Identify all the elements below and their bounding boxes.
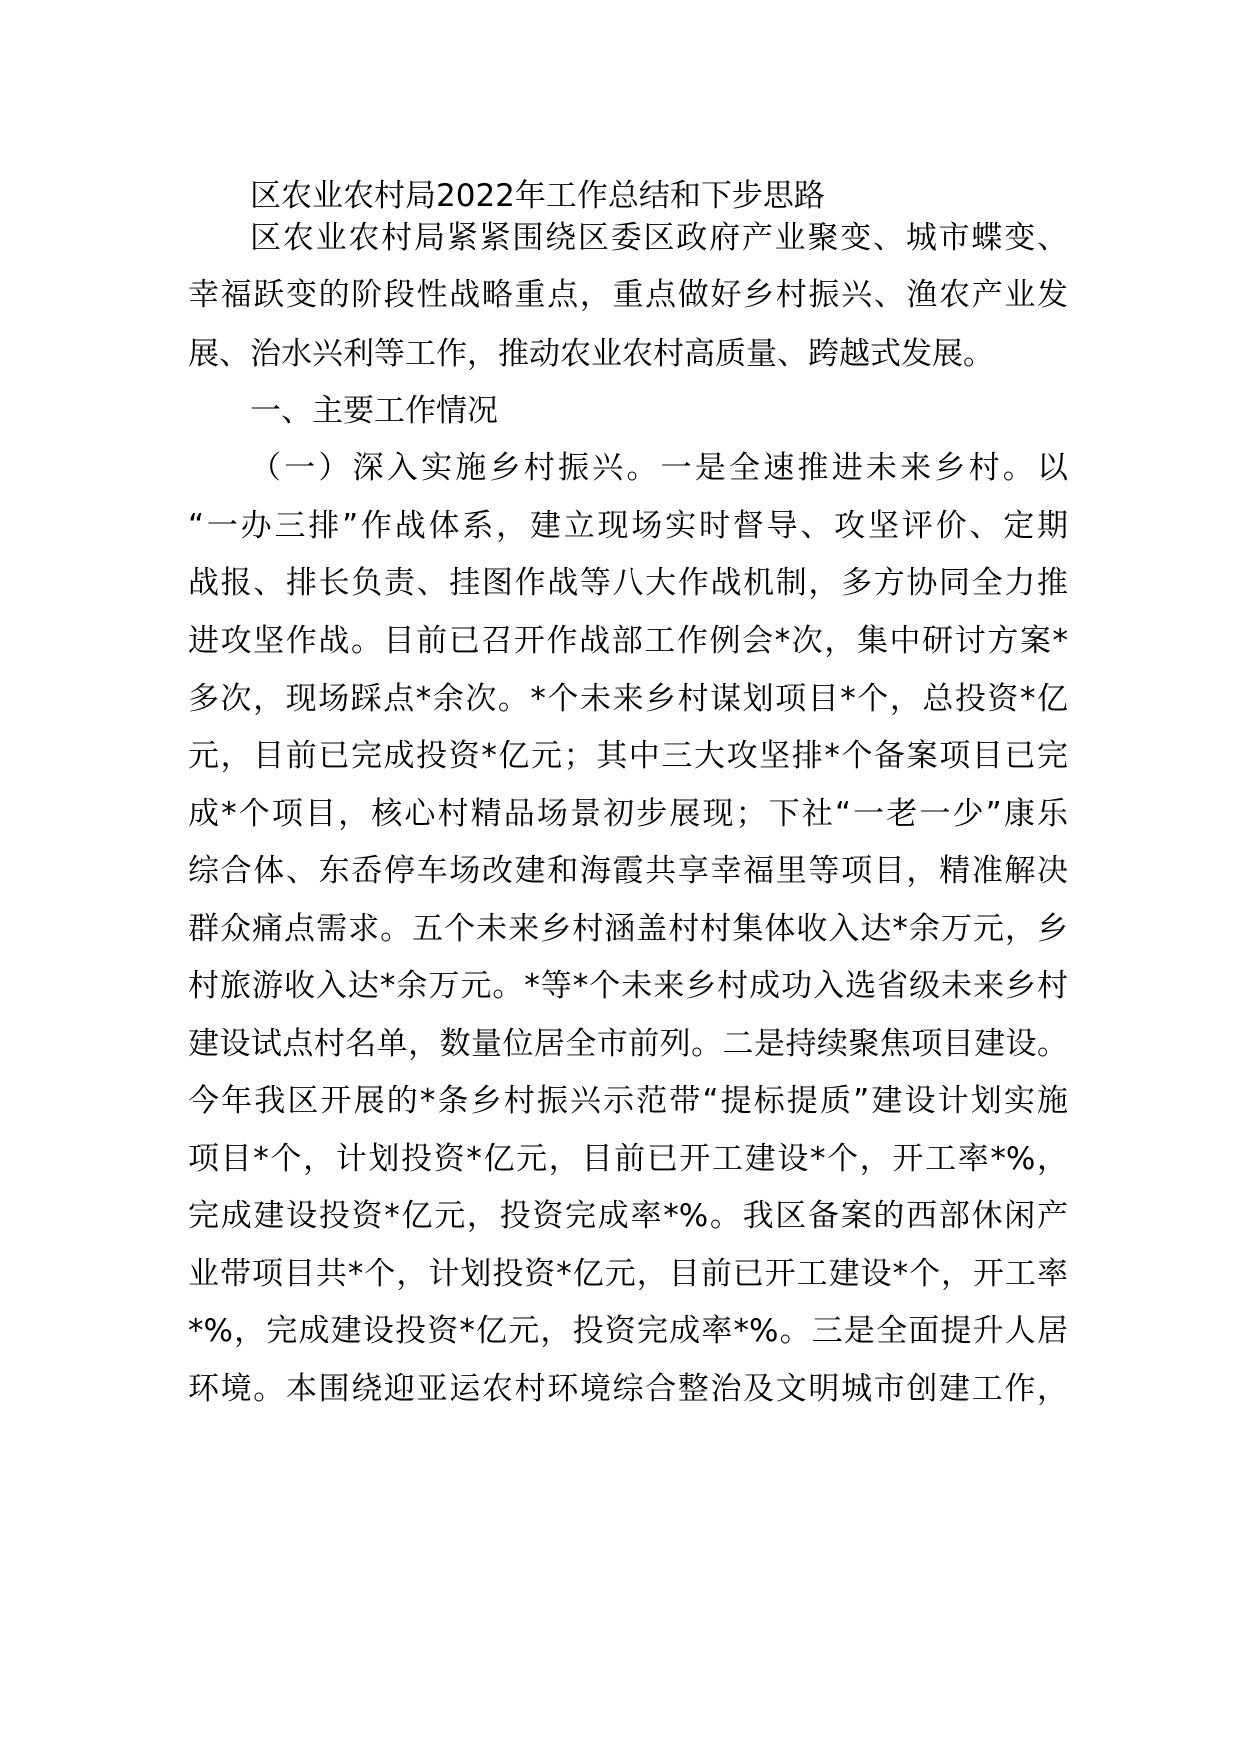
body-line: 成*个项目，核心村精品场景初步展现；下社“一老一少”康乐 [188,796,1068,832]
document-title: 区农业农村局2022年工作总结和下步思路 [250,178,825,214]
body-line: 进攻坚作战。目前已召开作战部工作例会*次，集中研讨方案* [188,623,1068,659]
body-line: 建设试点村名单，数量位居全市前列。二是持续聚焦项目建设。 [188,1026,1068,1062]
body-line: 项目*个，计划投资*亿元，目前已开工建设*个，开工率*%， [188,1141,1068,1177]
body-line: “一办三排”作战体系，建立现场实时督导、攻坚评价、定期 [188,508,1068,544]
body-line: 业带项目共*个，计划投资*亿元，目前已开工建设*个，开工率 [188,1256,1068,1292]
body-line: 环境。本围绕迎亚运农村环境综合整治及文明城市创建工作， [188,1371,1068,1407]
body-line: 今年我区开展的*条乡村振兴示范带“提标提质”建设计划实施 [188,1083,1068,1119]
section-heading: 一、主要工作情况 [250,393,498,429]
body-line: 元，目前已完成投资*亿元；其中三大攻坚排*个备案项目已完 [188,738,1068,774]
intro-line: 区农业农村局紧紧围绕区委区政府产业聚变、城市蝶变、 [250,220,1068,256]
body-line: 多次，现场踩点*余次。*个未来乡村谋划项目*个，总投资*亿 [188,681,1068,717]
intro-line: 展、治水兴利等工作，推动农业农村高质量、跨越式发展。 [188,336,994,372]
body-line: 村旅游收入达*余万元。*等*个未来乡村成功入选省级未来乡村 [188,968,1068,1004]
body-line: 完成建设投资*亿元，投资完成率*%。我区备案的西部休闲产 [188,1198,1068,1234]
body-line: *%，完成建设投资*亿元，投资完成率*%。三是全面提升人居 [188,1313,1068,1349]
body-line: （一）深入实施乡村振兴。一是全速推进未来乡村。以 [250,450,1068,486]
intro-line: 幸福跃变的阶段性战略重点，重点做好乡村振兴、渔农产业发 [188,277,1068,313]
body-line: 群众痛点需求。五个未来乡村涵盖村村集体收入达*余万元，乡 [188,911,1068,947]
body-line: 综合体、东岙停车场改建和海霞共享幸福里等项目，精准解决 [188,853,1068,889]
body-line: 战报、排长负责、挂图作战等八大作战机制，多方协同全力推 [188,565,1068,601]
